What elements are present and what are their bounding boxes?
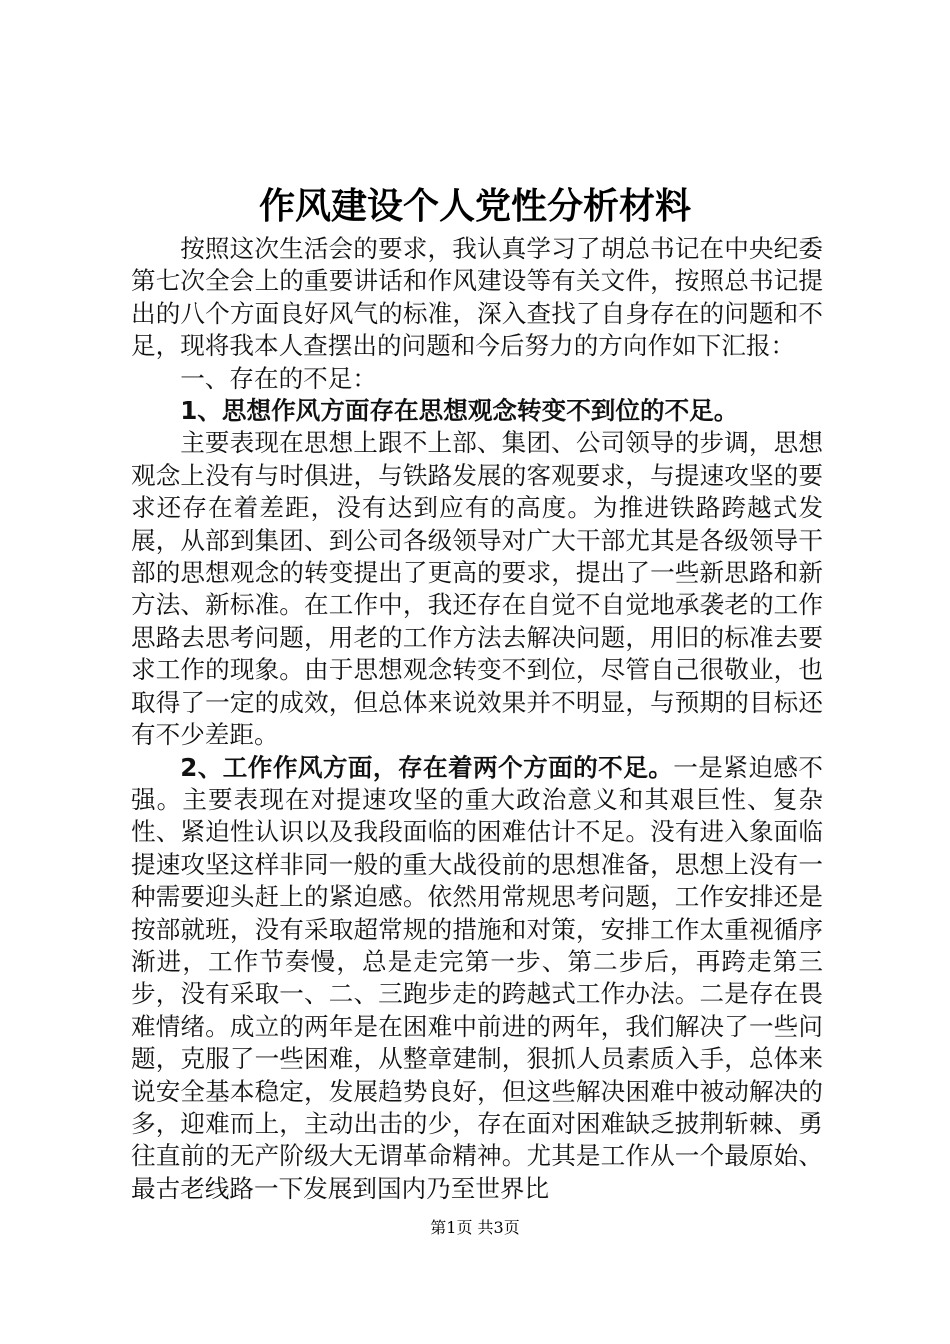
section-heading: 一、存在的不足： (180, 363, 377, 393)
item2-paragraph (131, 752, 823, 1206)
document-title: 作风建设个人党性分析材料 (258, 185, 691, 227)
item2-heading: 2、工作作风方面，存在着两个方面的不足。 (180, 752, 674, 782)
page-footer: 第1页 共3页 (430, 1218, 520, 1237)
intro-paragraph: 按照这次生活会的要求，我认真学习了胡总书记在中央纪委第七次全会上的重要讲话和作风建设等有关文件，按照总书记提出的八个方面良好风气的标准，深入查找了自身存在的问题和不足，现将我本人查摆出的问题和今后努力的方向作如下汇报： (131, 234, 823, 361)
item2-body: 一是紧迫感不强。主要表现在对提速攻坚的重大政治意义和其艰巨性、复杂性、紧迫性认识以及我段面临的困难估计不足。没有进入象面临提速攻坚这样非同一般的重大战役前的思想准备，思想上没有一种需要迎头赶上的紧迫感。依然用常规思考问题，工作安排还是按部就班，没有采取超常规的措施和对策，安排工作太重视循序渐进，工作节奏慢，总是走完第一步、第二步后，再跨走第三步，没有采取一、二、三跑步走的跨越式工作办法。二是存在畏难情绪。成立的两年是在困难中前进的两年，我们解决了一些问题，克服了一些困难，从整章建制，狠抓人员素质入手，总体来说安全基本稳定，发展趋势良好，但这些解决困难中被动解决的多，迎难而上，主动出击的少，存在面对困难缺乏披荆斩棘、勇往直前的无产阶级大无谓革命精神。尤其是工作从一个最原始、最古老线路一下发展到国内乃至世界比 (131, 752, 823, 1203)
item1-heading: 1、思想作风方面存在思想观念转变不到位的不足。 (180, 396, 739, 426)
document-body (131, 233, 823, 1205)
item1-paragraph: 主要表现在思想上跟不上部、集团、公司领导的步调，思想观念上没有与时俱进，与铁路发展的客观要求，与提速攻坚的要求还存在着差距，没有达到应有的高度。为推进铁路跨越式发展，从部到集团、到公司各级领导对广大干部尤其是各级领导干部的思想观念的转变提出了更高的要求，提出了一些新思路和新方法、新标准。在工作中，我还存在自觉不自觉地承袭老的工作思路去思考问题，用老的工作方法去解决问题，用旧的标准去要求工作的现象。由于思想观念转变不到位，尽管自己很敬业，也取得了一定的成效，但总体来说效果并不明显，与预期的目标还有不少差距。 (131, 428, 823, 750)
